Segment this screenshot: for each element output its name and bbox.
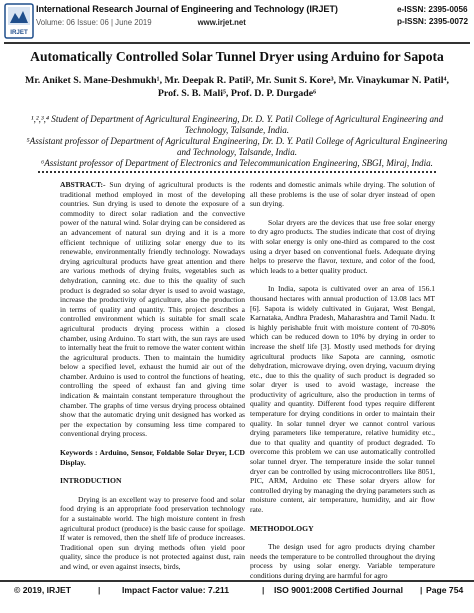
footer-separator: | <box>98 585 101 595</box>
volume-info: Volume: 06 Issue: 06 | June 2019 <box>36 18 152 27</box>
introduction-text: Drying is an excellent way to preserve food and solar food drying is an appropriate food preservation technology for a sustainable world. The high moisture content in fresh agricultural product (produce) is the basic cause for spoilage. If water is removed, then the shelf life of produce increases. Traditional open sun drying methods often yield poor quality, since the produce is not protected against dust, rain and wind, or even against insects, birds, <box>60 494 245 571</box>
sapota-paragraph: In India, sapota is cultivated over an area of 156.1 thousand hectares with annual production of 13.08 lacs MT [6]. Sapota is widely cultivated in Gujarat, West Bengal, Karnataka, Andhra Pradesh, Maharashtra and Tamil Nadu. It is highly perishable fruit with moisture content of 70-80% which can be reduced down to 10% by drying in order to increase the shelf life [3]. Mostly used methods for drying agricultural products like Sapota are canning, osmotic dehydration, microwave drying, oven drying, vacuum drying etc., due to this the quality of such product is degraded so solar dryer is used to avoid wastage, increase the productivity of agriculture, also the production in terms of quality and quantity. Different food types require different temperature for drying conditions in order to maintain their quality. In solar tunnel dryer we cannot control various drying parameters like temperature, relative humidity etc., due to that quality and quantity of product degraded. To overcome this problem we can use automatically controlled solar tunnel dryer. The temperature inside the solar tunnel dryer can be controlled by using microcontrollers like 8051, PIC, ARM, Arduino etc These solar dryers allow for controlled drying by managing the drying parameters such as moisture content, air temperature, humidity, and air flow rate. <box>250 284 435 514</box>
journal-volume-line <box>36 18 246 27</box>
left-column <box>60 180 245 581</box>
paper-authors <box>20 74 454 100</box>
intro-continued: rodents and domestic animals while drying. The solution of all these problems is the use of solar dryer instead of open sun drying. <box>250 180 435 209</box>
issn-block <box>397 4 468 28</box>
affiliation-2: ⁵Assistant professor of Department of Agricultural Engineering, Dr. D. Y. Patil College of Agricultural Engineering and Technology, Talsande, India. <box>26 136 448 158</box>
footer-separator: | <box>420 585 423 595</box>
abstract-text: Sun drying of agricultural products is the traditional method employed in most of the developing countries. Sun drying is used to denote the exposure of a commodity to direct solar radiation and the convective power of the natural wind. Solar drying can be considered as an advancement of natural sun drying and it is a more efficient technique of utilizing solar energy due to its renewable, environmentally friendly technology. Nowadays drying agricultural products have great attention and there are various methods of drying fruits, vegetables such as dehydration, canning etc. due to this the quality of such product is degraded so solar dryer is used to avoid wastage, increase the productivity of agriculture, also the production in terms of quality and quantity. This project describes a controlled environment which is suitable for small scale agricultural products drying process within a closed chamber, using Arduino. To start with, the sun rays are used to internally heat the fruit to remove the water content within the agricultural products. Then to maintain the humidity below a specified level, exhaust the humid air out of the chamber. Arduino is used to control the functions of heating, controlling the speed of exhaust fan and giving time indication & maintain constant temperature throughout the chamber. The graphs of time versus drying process obtained show that the automatic drying unit designed has worked as per the expectation by consuming less time compared to conventional drying process. <box>60 180 245 439</box>
abstract <box>60 180 245 439</box>
page-footer <box>0 580 474 602</box>
affiliations <box>22 114 452 169</box>
footer-iso: ISO 9001:2008 Certified Journal <box>274 585 403 595</box>
right-column <box>250 180 435 590</box>
keywords: Keywords : Arduino, Sensor, Foldable Solar Dryer, LCD Display. <box>60 448 245 467</box>
header-rule <box>4 42 470 44</box>
journal-website[interactable]: www.irjet.net <box>197 18 246 27</box>
journal-title: International Research Journal of Engineering and Technology (IRJET) <box>36 4 338 14</box>
affiliation-3: ⁶Assistant professor of Department of Electronics and Telecommunication Engineering, SBGI, Miraj, India. <box>41 158 433 169</box>
svg-text:IRJET: IRJET <box>10 29 28 36</box>
title-separator <box>38 171 436 173</box>
solar-dryer-paragraph: Solar dryers are the devices that use free solar energy to dry agro products. The studies indicate that cost of drying with solar energy is only one-third as compared to the cost using a dryer based on conventional fuels. Adequate drying helps to preserve the flavor, texture, and color of the food, which leads to a better quality product. <box>250 217 435 275</box>
footer-impact-factor: Impact Factor value: 7.211 <box>122 585 229 595</box>
abstract-heading: ABSTRACT:- <box>60 180 106 189</box>
methodology-heading: METHODOLOGY <box>250 523 314 533</box>
authors-line-1: Mr. Aniket S. Mane-Deshmukh¹, Mr. Deepak R. Patil², Mr. Sunit S. Kore³, Mr. Vinaykumar N. Patil⁴, <box>25 75 449 86</box>
methodology-text: The design used for agro products drying chamber needs the temperature to be controlled throughout the drying process by using solar energy. Variable temperature conditions during drying are harmful for agro <box>250 542 435 580</box>
irjet-logo-icon <box>4 3 34 39</box>
pissn: p-ISSN: 2395-0072 <box>397 17 468 26</box>
eissn: e-ISSN: 2395-0056 <box>397 5 468 14</box>
footer-copyright: © 2019, IRJET <box>14 585 71 595</box>
footer-separator: | <box>262 585 265 595</box>
authors-line-2: Prof. S. B. Mali⁵, Prof. D. P. Durgade⁶ <box>157 88 317 99</box>
paper-title: Automatically Controlled Solar Tunnel Dryer using Arduino for Sapota <box>30 49 444 64</box>
introduction-heading: INTRODUCTION <box>60 476 122 486</box>
affiliation-1: ¹,²,³,⁴ Student of Department of Agricultural Engineering, Dr. D. Y. Patil College of Agricultural Engineering and Technology, Talsande, India. <box>30 114 444 136</box>
journal-header <box>0 0 474 44</box>
footer-page-number: Page 754 <box>426 585 464 595</box>
